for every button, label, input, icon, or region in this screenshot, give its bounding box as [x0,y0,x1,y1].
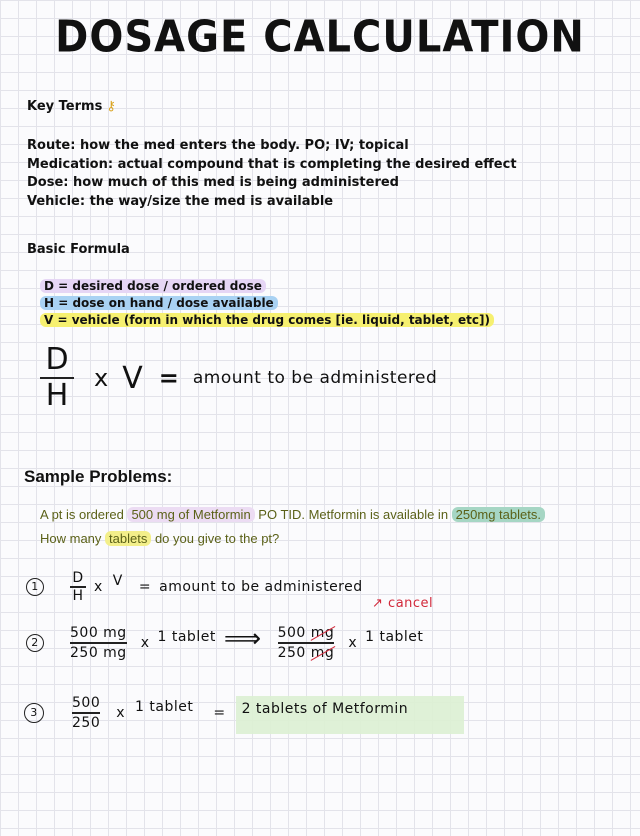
def-d: D = desired dose / ordered dose [40,279,266,293]
basic-formula-heading: Basic Formula [27,242,130,257]
key-term-medication: Medication: actual compound that is completing the desired effect [27,156,517,172]
formula-denominator: H [45,378,69,413]
def-v: V = vehicle (form in which the drug comes [ie. liquid, tablet, etc]) [40,313,494,327]
page-title: DOSAGE CALCULATION [55,11,585,63]
problem-text-1: A pt is ordered [40,507,128,522]
problem-text-4: do you give to the pt? [151,531,280,546]
sample-problems-heading: Sample Problems: [24,467,173,486]
step-2 [26,624,423,662]
formula-equals: = [158,364,179,392]
formula-v: V [122,360,143,396]
step-2-number: 2 [26,634,44,652]
key-term-route: Route: how the med enters the body. PO; IV; topical [27,138,409,153]
implies-arrow-icon: ⟹ [223,623,262,654]
problem-ordered-dose: 500 mg of Metformin [127,507,254,522]
step-1-equals: = [138,578,152,595]
key-terms-list [27,137,517,211]
step-2-times: x [140,634,150,651]
step-1-text: amount to be administered [159,578,363,595]
step-3 [24,694,408,732]
step-1 [26,570,363,604]
key-terms-heading-text: Key Terms [27,99,103,114]
problem-statement [40,503,620,551]
formula-numerator: D [45,342,69,377]
step-3-numerator: 500 [72,695,101,711]
main-formula [40,343,437,413]
cancel-arrow-icon: ↗ [372,596,384,611]
step-2-tablet-2: 1 tablet [365,628,424,645]
key-icon: ⚷ [106,99,116,114]
step-1-times: x [94,578,103,595]
step-3-times: x [116,704,126,721]
step-2-numerator: 500 mg [70,625,127,641]
problem-text-3: How many [40,531,106,546]
step-3-result: 2 tablets of Metformin [241,700,409,717]
step-2-den-unit-cancelled: mg [310,644,335,661]
key-term-vehicle: Vehicle: the way/size the med is available [27,193,334,209]
step-1-v: V [112,572,123,589]
step-1-numerator: D [72,570,84,586]
formula-definitions [40,278,494,329]
formula-result: amount to be administered [192,368,438,388]
step-1-fraction [70,570,86,604]
step-1-denominator: H [72,587,84,604]
step-2-cancel-fraction [278,624,335,662]
problem-vehicle: tablets [105,531,151,546]
step-1-number: 1 [26,578,44,596]
formula-fraction [40,343,74,413]
step-2-times-2: x [348,634,358,651]
step-2-num-unit-cancelled: mg [310,625,335,641]
step-2-denominator: 250 mg [70,644,127,661]
def-h: H = dose on hand / dose available [40,296,278,310]
step-3-denominator: 250 [72,714,101,731]
step-3-number: 3 [24,703,44,723]
cancel-label: cancel [388,596,434,611]
key-term-dose: Dose: how much of this med is being administered [27,175,399,190]
cancel-annotation [372,596,433,611]
step-2-fraction [70,624,127,662]
step-3-tablet: 1 tablet [135,698,194,715]
step-2-tablet: 1 tablet [157,628,216,645]
step-3-fraction [72,694,100,732]
step-2-den-value: 250 [277,644,306,661]
formula-times: x [94,364,109,392]
problem-available-dose: 250mg tablets. [452,507,545,522]
key-terms-heading [27,98,116,117]
problem-text-2: PO TID. Metformin is available in [254,507,452,522]
step-2-num-value: 500 [277,625,306,641]
step-3-equals: = [213,704,226,721]
